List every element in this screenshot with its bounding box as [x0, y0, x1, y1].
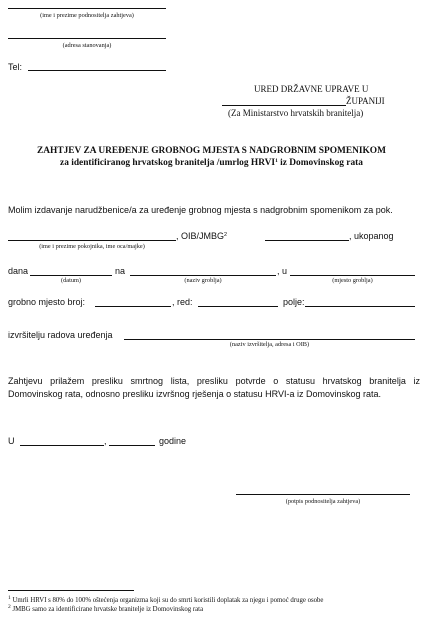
recipient-ministry: (Za Ministarstvo hrvatskih branitelja) [228, 108, 364, 118]
dana-label: dana [8, 266, 29, 276]
cemetery-place-caption: (mjesto groblja) [332, 277, 373, 284]
row-label: , red: [172, 297, 193, 307]
signature-line[interactable] [236, 494, 410, 495]
footnote-separator [8, 590, 134, 591]
row-line[interactable] [198, 306, 278, 307]
county-line[interactable] [222, 105, 346, 106]
address-caption: (adresa stanovanja) [62, 42, 112, 49]
footnote-1-text: Umrli HRVI s 80% do 100% oštećenja organizma koji su do smrti koristili doplatak za njegu i pomoć druge osobe [10, 597, 324, 604]
footnote-ref-1: 1 [275, 158, 278, 164]
footnote-2-text: JMBG samo za identificirane hrvatske branitelje iz Domovinskog rata [10, 606, 204, 613]
form-title-line1: ZAHTJEV ZA UREĐENJE GROBNOG MJESTA S NADGROBNIM SPOMENIKOM [37, 146, 386, 156]
deceased-name-caption: (ime i prezime pokojnika, ime oca/majke) [39, 243, 145, 250]
comma-separator: , [104, 436, 107, 446]
form-title-line2-b: iz Domovinskog rata [277, 158, 363, 168]
applicant-name-line[interactable] [8, 8, 166, 9]
contractor-label: izvršitelju radova uređenja [8, 330, 113, 340]
tel-line[interactable] [28, 70, 166, 71]
form-title-line2-a: za identificiranog hrvatskog branitelja /umrlog HRVI [60, 158, 276, 168]
tel-label: Tel: [8, 62, 23, 72]
oib-line[interactable] [265, 240, 349, 241]
footnote-1 [8, 596, 423, 605]
contractor-line[interactable] [124, 339, 415, 340]
date-line[interactable] [30, 275, 112, 276]
oib-label-text: , OIB/JMBG [176, 231, 225, 241]
grave-number-line[interactable] [95, 306, 171, 307]
ukopanog-label: , ukopanog [349, 231, 394, 241]
oib-label [176, 231, 227, 242]
deceased-name-line[interactable] [8, 240, 176, 241]
cemetery-name-line[interactable] [130, 275, 276, 276]
intro-text: Molim izdavanje narudžbenice/a za uređenje grobnog mjesta s nadgrobnim spomenikom za pok. [8, 205, 393, 215]
footnote-ref-2: 2 [224, 232, 228, 238]
recipient-county-suffix: ŽUPANIJI [346, 96, 385, 106]
contractor-caption: (naziv izvršitelja, adresa i OIB) [229, 341, 310, 348]
footnote-1-mark: 1 [8, 595, 11, 601]
applicant-name-caption: (ime i prezime podnositelja zahtjeva) [40, 12, 134, 19]
footnote-2 [8, 605, 423, 614]
attachments-paragraph: Zahtjevu prilažem presliku smrtnog lista, presliku potvrde o statusu hrvatskog branitelja iz Domovinskog rata, odnosno presliku izvršnog rješenja o statusu HRVI-a iz Domovinskog rata. [8, 376, 420, 399]
date-caption: (datum) [61, 277, 81, 284]
na-label: na [115, 266, 126, 276]
place-u-label: U [8, 436, 15, 446]
grave-number-label: grobno mjesto broj: [8, 297, 86, 307]
footnote-2-mark: 2 [8, 604, 11, 610]
year-line[interactable] [109, 445, 155, 446]
address-line[interactable] [8, 38, 166, 39]
place-line[interactable] [20, 445, 104, 446]
cemetery-name-caption: (naziv groblja) [184, 277, 222, 284]
u-label: , u [277, 266, 288, 276]
godine-label: godine [159, 436, 187, 446]
form-title-line2 [0, 157, 423, 169]
field-label: polje: [283, 297, 305, 307]
signature-caption: (potpis podnositelja zahtjeva) [285, 498, 361, 505]
field-line[interactable] [305, 306, 415, 307]
cemetery-place-line[interactable] [290, 275, 415, 276]
recipient-office: URED DRŽAVNE UPRAVE U [254, 84, 369, 94]
